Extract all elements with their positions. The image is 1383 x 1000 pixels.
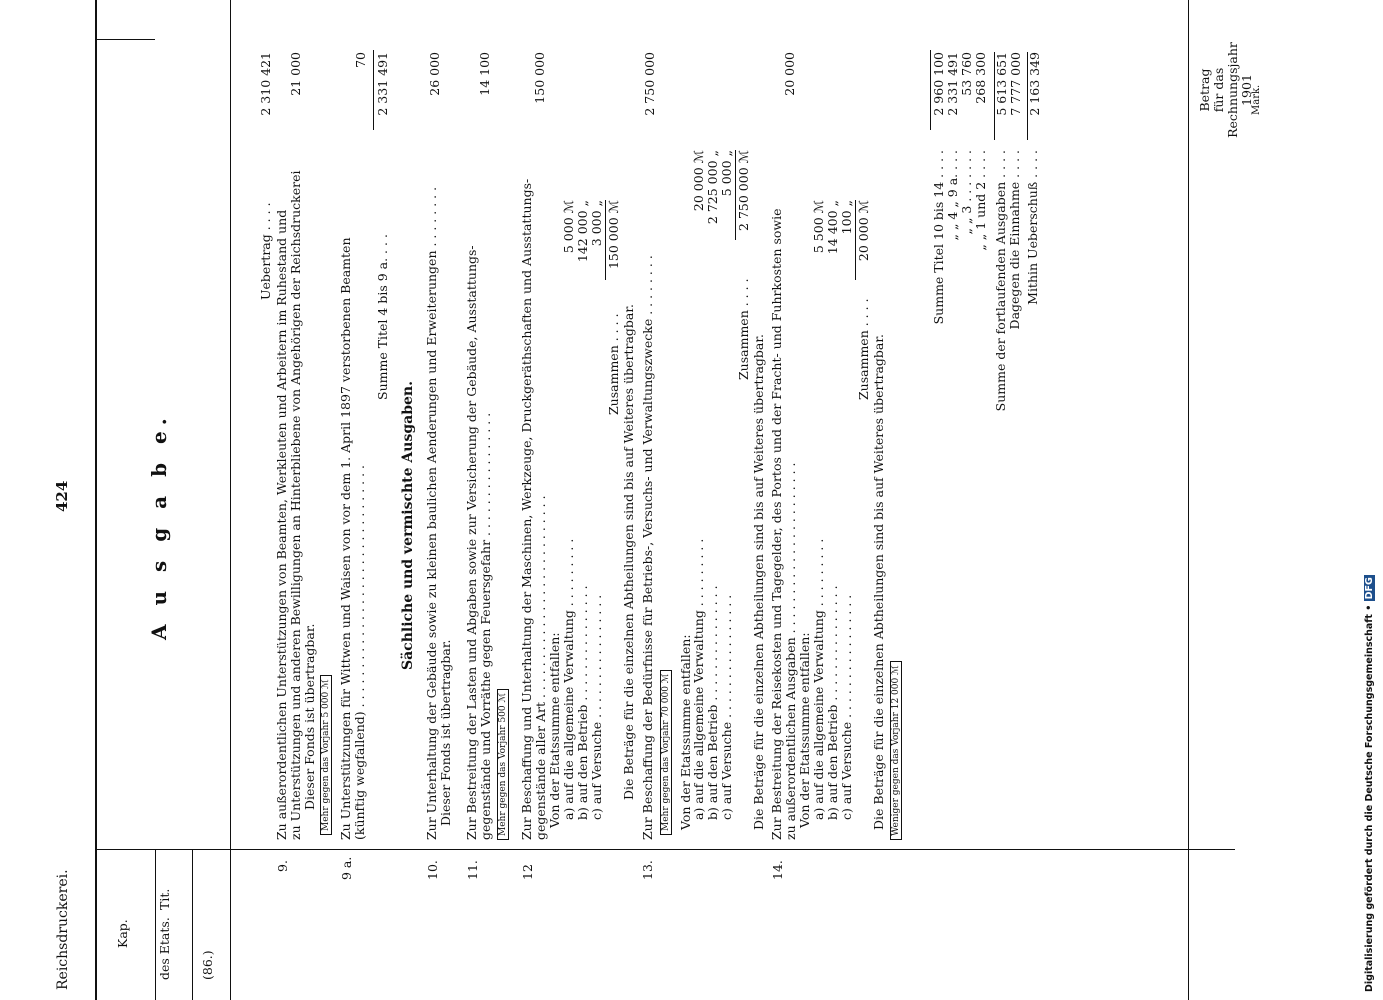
item-label: a) auf die allgemeine Verwaltung . . . . . . . . . (811, 538, 826, 820)
text-line: Zur Beschaffung und Unterhaltung der Maschinen, Werkzeuge, Druckgeräthschaften und Ausstattungs- (519, 178, 534, 840)
text-line: Dieser Fonds ist übertragbar. (438, 639, 453, 826)
tit-10-text (425, 187, 453, 840)
text-line: zu Unterstützungen und anderen Bewilligungen an Hinterbliebene von Angehörigen der Reichsdruckerei (288, 170, 303, 840)
text-line: Von der Etatssumme entfallen: (547, 632, 562, 828)
tit-9a-value: 70 (353, 52, 368, 68)
header-kap: Kap. (115, 919, 130, 948)
header-des-etats: des Etats. (157, 917, 172, 980)
item-label: c) auf Versuche . . . . . . . . . . . . . . . . (839, 594, 854, 820)
tit-14: 14. (770, 860, 785, 880)
summary-labels (932, 150, 1040, 480)
side-credit-label: Digitalisierung gefördert durch die Deutsche Forschungsgemeinschaft • (1364, 604, 1375, 992)
tit-14-items (812, 539, 854, 820)
header-sep (95, 39, 155, 40)
tit-14-amounts (812, 200, 854, 300)
tit-9-note: Mehr gegen das Vorjahr 5 000 ℳ (320, 675, 332, 835)
uebertrag-value: 2 310 421 (258, 52, 273, 116)
tit-12-amounts (562, 200, 604, 300)
summary-label: „ „ 3 . . . . . . . (959, 150, 974, 235)
header-tit: Tit. (157, 888, 172, 910)
item-amount: 100 „ (839, 200, 854, 235)
summary-label: „ „ 1 und 2 . . . . (973, 150, 988, 251)
header-top-rule (95, 0, 97, 1000)
tit-13: 13. (640, 860, 655, 880)
rotated-page-content (35, 0, 1265, 1000)
tit-12-items (562, 539, 604, 820)
text-line: Zu außerordentlichen Unterstützungen von Beamten, Werkleuten und Arbeitern im Ruhestand und (274, 209, 289, 840)
item-amount: 5 500 ℳ (811, 200, 826, 254)
item-label: b) auf den Betrieb . . . . . . . . . . . . . . . (575, 585, 590, 820)
text-col-rule (230, 0, 231, 1000)
tit-14-text (770, 209, 812, 841)
item-label: a) auf die allgemeine Verwaltung . . . . . . . . . (561, 538, 576, 820)
tit-12: 12 (520, 864, 535, 880)
tit-11-text (465, 245, 493, 840)
tit-13-value: 2 750 000 (642, 52, 657, 116)
text-line: (künftig wegfallend) . . . . . . . . . . . . . . . . . . . . . . . . . . . . . . . (352, 464, 367, 840)
summary-values (932, 52, 1042, 140)
summary-label: Dagegen die Einnahme . . . . (1007, 150, 1022, 330)
item-label: c) auf Versuche . . . . . . . . . . . . . . . . (719, 594, 734, 820)
item-amount: 14 400 „ (825, 200, 840, 255)
tit-9a: 9 a. (339, 856, 354, 880)
tit-12-note2: Die Beträge für die einzelnen Abtheilungen sind bis auf Weiteres übertragbar. (621, 304, 636, 800)
page-number: 424 (53, 480, 71, 512)
tit-14-note: Weniger gegen das Vorjahr 12 000 ℳ (890, 661, 902, 840)
item-amount: 5 000 „ (719, 150, 734, 197)
running-head: Reichsdruckerei. (55, 869, 71, 990)
text-line: Von der Etatssumme entfallen: (797, 632, 812, 828)
text-line: gegenstände und Vorräthe gegen Feuersgefahr . . . . . . . . . . . . . . . . (478, 412, 493, 840)
tit-12-value: 150 000 (532, 52, 547, 104)
summary-label: Summe der fortlaufenden Ausgaben . . . . (993, 150, 1008, 412)
summary-value: 2 331 491 (945, 52, 960, 116)
header-mark: Mark. (1251, 84, 1262, 115)
summary-label: „ „ 4 „ 9 a. . . . (945, 150, 960, 241)
text-line: zu außerordentlichen Ausgaben . . . . . . . . . . . . . . . . . . . . . . (783, 462, 798, 840)
sum-4-9a-label: Summe Titel 4 bis 9 a. . . . (375, 234, 390, 400)
tit-9a-text (339, 238, 367, 841)
tit-9-text (275, 171, 317, 840)
side-credit-text (1364, 575, 1375, 992)
item-label: a) auf die allgemeine Verwaltung . . . . . . . . . (691, 538, 706, 820)
tit-14-value: 20 000 (782, 52, 797, 96)
text-line: Zur Bestreitung der Reisekosten und Tagegelder, des Portos und der Fracht- und Fuhrkosten sowie (769, 208, 784, 840)
header-betrag-line: Betrag (1197, 68, 1212, 112)
tit-9-value: 21 000 (288, 52, 303, 96)
header-betrag-line: Rechnungsjahr (1225, 42, 1240, 138)
item-amount: 2 725 000 „ (705, 150, 720, 225)
summary-value: 2 163 349 (1027, 52, 1042, 140)
summary-value: 268 300 (973, 52, 988, 104)
summary-label: Summe Titel 10 bis 14 . . . . (931, 150, 946, 325)
tit-13-von: Von der Etatssumme entfallen: (678, 634, 693, 830)
tit-13-text: Zur Beschaffung der Bedürfnisse für Betriebs-, Versuchs- und Verwaltungszwecke . . . . . . . . (640, 255, 655, 840)
header-betrag-line: für das (1211, 67, 1226, 113)
side-credit (1364, 8, 1378, 992)
uebertrag-label: Uebertrag . . . . (258, 202, 273, 300)
tit-14-zus-value: 20 000 ℳ (856, 200, 871, 262)
text-line: Zur Bestreitung der Lasten und Abgaben sowie zur Versicherung der Gebäude, Ausstattungs- (464, 245, 479, 840)
tit-12-zus-value: 150 000 ℳ (606, 200, 621, 270)
tit-11: 11. (465, 860, 480, 880)
tit-10-value: 26 000 (427, 52, 442, 96)
item-amount: 20 000 ℳ (691, 150, 706, 212)
tit-11-note: Mehr gegen das Vorjahr 500 ℳ (497, 689, 509, 840)
item-amount: 3 000 „ (589, 200, 604, 247)
tit-13-zus-value: 2 750 000 ℳ (736, 150, 751, 231)
text-line: Zur Unterhaltung der Gebäude sowie zu kleinen baulichen Aenderungen und Erweiterungen . . . . . . . . (424, 186, 439, 840)
sum-rule (373, 50, 374, 130)
column-rule-amount (1188, 0, 1189, 1000)
sum-4-9a-value: 2 331 491 (375, 52, 390, 116)
item-amount: 142 000 „ (575, 200, 590, 263)
tit-12-text (520, 179, 562, 840)
tit-11-value: 14 100 (477, 52, 492, 96)
header-betrag (1198, 40, 1254, 140)
kap-col-rule (155, 850, 156, 1000)
summary-value: 5 613 651 (994, 52, 1009, 140)
dfg-logo: DFG (1364, 577, 1375, 600)
tit-14-note2: Die Beträge für die einzelnen Abtheilungen sind bis auf Weiteres übertragbar. (871, 334, 886, 830)
tit-13-items (692, 539, 734, 820)
tit-col-rule (192, 850, 193, 1000)
tit-13-note: Mehr gegen das Vorjahr 70 000 ℳ (660, 670, 672, 835)
item-amount: 5 000 ℳ (561, 200, 576, 254)
text-line: Dieser Fonds ist übertragbar. (302, 623, 317, 810)
tit-13-amounts (692, 150, 734, 280)
summary-value: 7 777 000 (1008, 52, 1023, 116)
tit-9: 9. (275, 860, 290, 872)
tit-13-note2: Die Beträge für die einzelnen Abtheilungen sind bis auf Weiteres übertragbar. (751, 334, 766, 830)
summary-value: 53 760 (959, 52, 974, 96)
tit-10: 10. (425, 860, 440, 880)
tit-14-zus-label: Zusammen . . . . (856, 298, 871, 400)
section-title: Sächliche und vermischte Ausgaben. (400, 381, 416, 670)
tit-13-zus-label: Zusammen . . . . (736, 278, 751, 380)
header-title: A u s g a b e. (147, 412, 171, 640)
header-betrag-line: 1901 (1239, 74, 1254, 106)
text-line: Zu Unterstützungen für Wittwen und Waisen von vor dem 1. April 1897 verstorbenen Beamten (338, 237, 353, 840)
summary-label: Mithin Ueberschuß . . . . (1025, 150, 1040, 305)
text-line: gegenstände aller Art . . . . . . . . . . . . . . . . . . . . . . . . . . (533, 495, 548, 840)
tit-12-zus-label: Zusammen . . . . (606, 313, 621, 415)
kap-value: (86.) (200, 950, 215, 980)
item-label: b) auf den Betrieb . . . . . . . . . . . . . . . (825, 585, 840, 820)
item-label: c) auf Versuche . . . . . . . . . . . . . . . . (589, 594, 604, 820)
header-bottom-rule (95, 849, 1235, 850)
item-label: b) auf den Betrieb . . . . . . . . . . . . . . . (705, 585, 720, 820)
summary-value: 2 960 100 (931, 52, 946, 116)
